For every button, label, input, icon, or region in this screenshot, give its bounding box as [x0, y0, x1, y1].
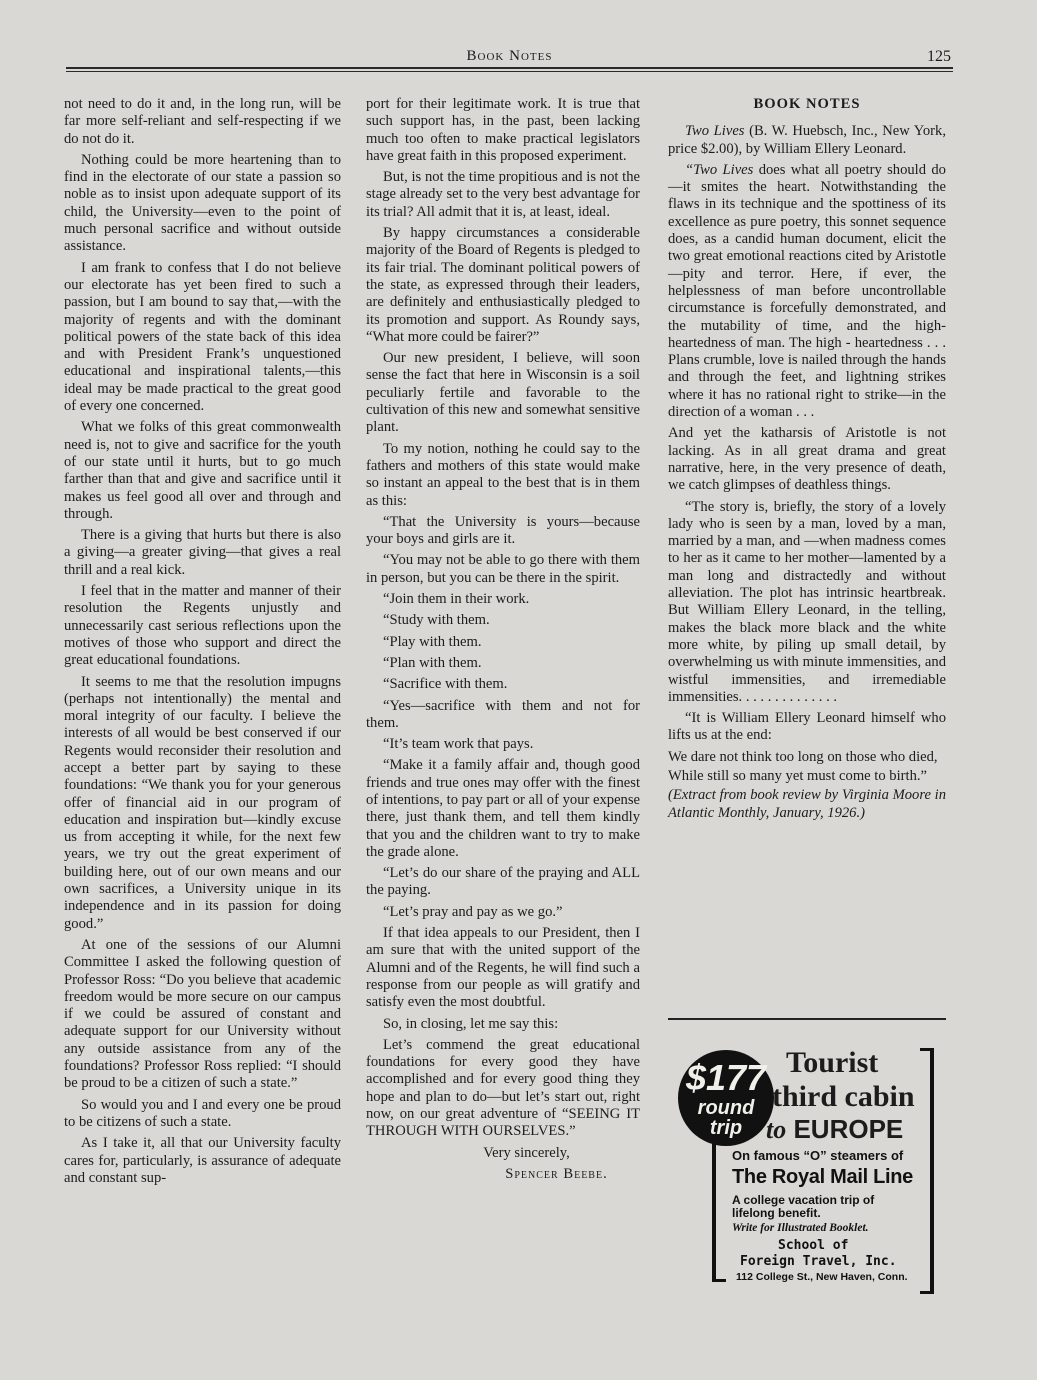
paragraph: It seems to me that the resolution impugns (perhaps not intentionally) the mental and moral integrity of our faculty. I believe the interests of all would be best conserved if our Regents would reconsider their resolution and accept a better part by saying to these foundations: “We thank you for your generous offer of financial aid in our program of education and inspiration but—kindly excuse us from accepting it while, for the next few years, we try out the great experiment of building here, out of our own means and our own sacrifices, a University unique in its independence and in its passion for doing good.” — [64, 673, 341, 932]
ad-headline: Tourist — [786, 1046, 879, 1079]
ad-line-company: The Royal Mail Line — [732, 1166, 913, 1188]
ad-top-rule — [668, 1018, 946, 1020]
paragraph: To my notion, nothing he could say to the fathers and mothers of this state would make so instant an appeal to the best that is in them as this: — [366, 440, 640, 509]
paragraph: But, is not the time propitious and is not the stage already set to the very best advantage for its trial? All admit that it is, at least, ideal. — [366, 169, 640, 220]
ad-address: 112 College St., New Haven, Conn. — [736, 1271, 908, 1283]
paragraph: “Let’s pray and pay as we go.” — [383, 903, 563, 920]
closing: Very sincerely, — [483, 1144, 570, 1161]
extract-citation: (Extract from book review by Virginia Moore in Atlantic Monthly, January, 1926.) — [668, 787, 946, 821]
paragraph: “The story is, briefly, the story of a lovely lady who is seen by a man, loved by a man, married by a man, and —when madness comes to her as it came to her mother—lamented by a man long and distractedly and without alleviation. The plot has intrinsic heartbreak. But William Ellery Leonard, in the telling, makes the black more black and the white more white, by piling up small detail, by overwhelming us with minute immensities, and wistful immensities, and irremediable immensities. . . . . . . . . . . . . . — [668, 498, 946, 705]
ad-bracket-right — [920, 1048, 934, 1294]
column-right — [668, 96, 946, 826]
paragraph — [668, 162, 946, 421]
verse-line: While still so many yet must come to birth.” — [668, 767, 927, 784]
paragraph-text: does what all poetry should do—it smites the heart. Notwithstanding the flaws in its technique and the spottiness of its excellence as pure poetry, this sonnet sequence does, as a candid human document, elicit the two great emotional reactions cited by Aristotle—pity and terror. Here, if ever, the helplessness of man before uncontrollable circumstance is forcefully demonstrated, and the mutability of time, and the high-heartedness of man. The high - heartedness . . . Plans crumble, love is nailed through the hands and through the feet, and lightning strikes where it has no rational right to strike—in the direction of a woman . . . — [668, 161, 946, 421]
column-middle — [366, 96, 640, 1187]
paragraph: I feel that in the matter and manner of their resolution the Regents unjustly and unnecessarily cast serious reflections upon the motives of those who support and direct the great educational foundations. — [64, 583, 341, 669]
book-title: Two Lives — [685, 123, 745, 140]
citation-details: (B. W. Huebsch, Inc., New York, price $2.00), by William Ellery Leonard. — [668, 123, 946, 157]
running-title: Book Notes — [466, 48, 553, 64]
ad-line: Write for Illustrated Booklet. — [732, 1222, 869, 1234]
header-rule — [66, 67, 953, 69]
section-heading: BOOK NOTES — [753, 96, 861, 112]
travel-advertisement — [668, 1018, 946, 1294]
paragraph: “Sacrifice with them. — [383, 676, 508, 693]
running-header — [66, 46, 953, 68]
to-label: to — [766, 1115, 787, 1144]
verse-line: We dare not think too long on those who died, — [668, 748, 938, 765]
paragraph: “Plan with them. — [383, 654, 482, 671]
page-number: 125 — [927, 48, 951, 65]
paragraph: What we folks of this great commonwealth need is, not to give and sacrifice for the youth of our state until it hurts, but to go much farther than that and give and sacrifice until it makes us feel good all over and through and through. — [64, 419, 341, 522]
paragraph: “Play with them. — [383, 633, 482, 650]
paragraph: There is a giving that hurts but there is also a giving—a greater giving—that gives a real thrill and a real kick. — [64, 527, 341, 578]
ad-line: On famous “O” steamers of — [732, 1148, 904, 1163]
book-title-quote: “Two Lives — [685, 161, 754, 178]
paragraph: “It is William Ellery Leonard himself who lifts us at the end: — [668, 710, 946, 744]
round-label: round — [697, 1097, 755, 1119]
paragraph: “You may not be able to go there with them in person, but you can be there in the spirit. — [366, 552, 640, 586]
trip-label: trip — [709, 1117, 743, 1139]
paragraph: As I take it, all that our University faculty cares for, particularly, is assurance of adequate and constant sup- — [64, 1135, 341, 1186]
paragraph: If that idea appeals to our President, then I am sure that with the united support of the Alumni and of the Regents, he will find such a response from our people as will gratify and satisfy even the most doubtful. — [366, 925, 640, 1011]
paragraph: Our new president, I believe, will soon sense the fact that here in Wisconsin is a soil peculiarly fertile and favorable to the cultivation of this new and somewhat sensitive plant. — [366, 350, 640, 436]
ad-line: Foreign Travel, Inc. — [740, 1254, 897, 1269]
ad-line: School of — [778, 1238, 849, 1253]
ad-destination — [766, 1114, 903, 1145]
signature: Spencer Beebe. — [505, 1165, 608, 1182]
ad-headline: third cabin — [772, 1080, 915, 1113]
ad-line: A college vacation trip of lifelong benefit. — [732, 1193, 875, 1220]
paragraph: “Study with them. — [383, 612, 490, 629]
paragraph: Nothing could be more heartening than to find in the electorate of our state a passion so noble as to insist upon adequate support of its child, the University—even to the point of much personal sacrifice and without outside assistance. — [64, 151, 341, 255]
header-rule-thin — [66, 71, 953, 72]
book-citation — [668, 123, 946, 158]
paragraph: Let’s commend the great educational foundations for every good they have accomplished and for every good thing they hope and plan to do—but let’s start out, right now, on our great adventure of “SEEING IT THROUGH WITH OURSELVES.” — [366, 1036, 640, 1140]
column-left — [64, 96, 341, 1191]
paragraph: “Make it a family affair and, though good friends and true ones may offer with the finest of intentions, to pay part or all of your expense there, just thank them, and tell them kindly that you and the children want to try to make the grade alone. — [366, 757, 640, 860]
paragraph: I am frank to confess that I do not believe our electorate has yet been fired to such a passion, but I am bound to say that,—with the majority of regents and with the dominant political powers of the state back of this idea and with President Frank’s unquestioned educational and inspirational talents,—this ideal may be made practical to the great good of every one concerned. — [64, 259, 341, 415]
price-badge — [678, 1050, 774, 1146]
paragraph: “Let’s do our share of the praying and ALL the paying. — [366, 865, 640, 899]
paragraph: So would you and I and every one be proud to be citizens of such a state. — [64, 1096, 341, 1130]
paragraph: “Join them in their work. — [383, 591, 530, 608]
paragraph: “Yes—sacrifice with them and not for them. — [366, 697, 640, 731]
paragraph: not need to do it and, in the long run, will be far more self-reliant and self-respecting if we do not do it. — [64, 96, 341, 147]
paragraph: “That the University is yours—because your boys and girls are it. — [366, 513, 640, 548]
paragraph: At one of the sessions of our Alumni Committee I asked the following question of Professor Ross: “Do you believe that academic freedom would be more secure on our campus if we could be assured of constant and adequate support for our University without any outside assistance from any of the foundations? Professor Ross replied: “I should be proud to be a citizen of such a state.” — [64, 936, 341, 1092]
paragraph: By happy circumstances a considerable majority of the Board of Regents is pledged to its fair trial. The dominant political powers of the state, as expressed through their leaders, are definitely and enthusiastically pledged to its promotion and support. As Roundy says, “What more could be fairer?” — [366, 225, 640, 345]
paragraph: And yet the katharsis of Aristotle is not lacking. As in all great drama and great narrative, here, in the very presence of death, we catch glimpses of deathless things. — [668, 425, 946, 494]
paragraph: So, in closing, let me say this: — [383, 1015, 559, 1032]
paragraph: “It’s team work that pays. — [383, 736, 534, 753]
paragraph: port for their legitimate work. It is true that such support has, in the past, been lacking much too often to make practical legislators have great faith in this proposed experiment. — [366, 96, 640, 164]
price: $177 — [685, 1057, 767, 1098]
destination: EUROPE — [793, 1114, 904, 1144]
